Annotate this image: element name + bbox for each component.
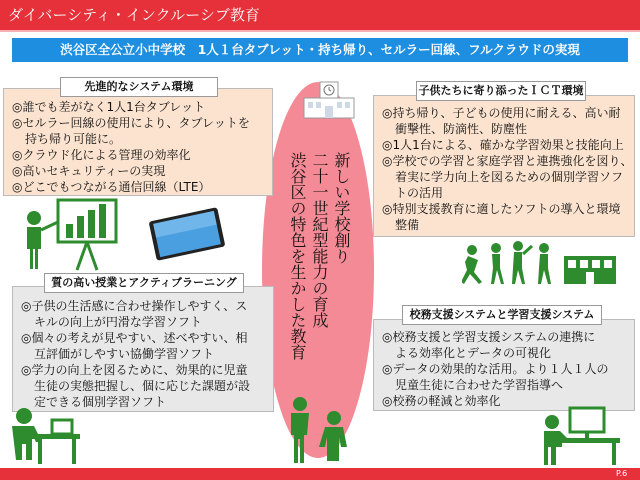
center-line-1: 新しい学校創り [332, 152, 351, 264]
school-building-icon [300, 80, 358, 120]
list-item-continued: 児童生徒に合わせた学習指導へ [395, 378, 564, 392]
list-item: ◎どこでもつながる通信回線（LTE） [12, 180, 211, 194]
page-number: P.6 [616, 469, 628, 478]
list-item: ◎学力の向上を図るために、効果的に児童 [21, 363, 248, 377]
list-item-continued: 定できる個別学習ソフト [34, 395, 167, 409]
banner: 渋谷区全公立小中学校 1人１台タブレット・持ち帰り、セルラー回線、フルクラウドの実現 [12, 38, 628, 62]
list-item: ◎校務支援と学習支援システムの連携に [382, 330, 596, 344]
panel-school-support [373, 319, 635, 411]
list-item: ◎誰でも差がなく1人1台タブレット [12, 100, 206, 114]
page-title: ダイバーシティ・インクルーシブ教育 [8, 6, 260, 24]
list-item: ◎学校での学習と家庭学習と連携強化を図り、 [382, 154, 633, 168]
panel-label-advanced-system: 先進的なシステム環境 [60, 77, 218, 97]
presenter-chart-icon [22, 196, 122, 272]
teacher-at-desk-icon [2, 400, 82, 466]
list-item-continued: 持ち帰り可能に。 [25, 132, 122, 146]
list-item-continued: 互評価がしやすい協働学習ソフト [34, 347, 215, 361]
header-divider [0, 30, 640, 32]
panel-child-ict [373, 95, 635, 237]
footer-bar [0, 468, 640, 480]
list-item: ◎特別支援教育に適したソフトの導入と環境 [382, 202, 621, 216]
panel-active-learning [12, 286, 274, 412]
list-item-continued: 整備 [395, 218, 420, 232]
panel-advanced-system [3, 88, 273, 196]
center-line-3: 渋谷区の特色を生かした教育 [288, 152, 307, 360]
list-item: ◎高いセキュリティーの実現 [12, 164, 166, 178]
list-item: ◎クラウド化による管理の効率化 [12, 148, 191, 162]
list-item: ◎1人1台による、確かな学習効果と技能向上 [382, 138, 624, 152]
children-group-icon [462, 240, 618, 290]
center-line-2: 二十一世紀型能力の育成 [310, 152, 329, 328]
panel-label-school-support: 校務支援システムと学習支援システム [402, 305, 602, 325]
list-item-continued: キルの向上が円滑な学習ソフト [34, 315, 202, 329]
list-item: ◎持ち帰り、子どもの使用に耐える、高い耐 [382, 106, 621, 120]
list-item-continued: 衝撃性、防滴性、防塵性 [395, 122, 528, 136]
tablet-icon [144, 206, 230, 262]
list-item: ◎子供の生活感に合わせ操作しやすく、ス [21, 299, 248, 313]
list-item: ◎校務の軽減と効率化 [382, 394, 501, 408]
panel-label-child-ict: 子供たちに寄り添ったＩＣＴ環境 [416, 81, 586, 101]
panel-label-active-learning: 質の高い授業とアクティブラーニング [44, 273, 244, 293]
worker-at-computer-icon [540, 402, 630, 466]
list-item: ◎データの効果的な活用。より１人１人の [382, 362, 609, 376]
list-item-continued: 着実に学力向上を図るための個別学習ソフ [395, 170, 624, 184]
teachers-discussing-icon [282, 394, 352, 466]
list-item: ◎セルラー回線の使用により、タブレットを [12, 116, 250, 130]
list-item: ◎個々の考えが見やすい、述べやすい、相 [21, 331, 248, 345]
list-item-continued: 生徒の実態把握し、個に応じた課題が設 [34, 379, 251, 393]
list-item-continued: よる効率化とデータの可視化 [395, 346, 552, 360]
list-item-continued: トの活用 [395, 186, 444, 200]
